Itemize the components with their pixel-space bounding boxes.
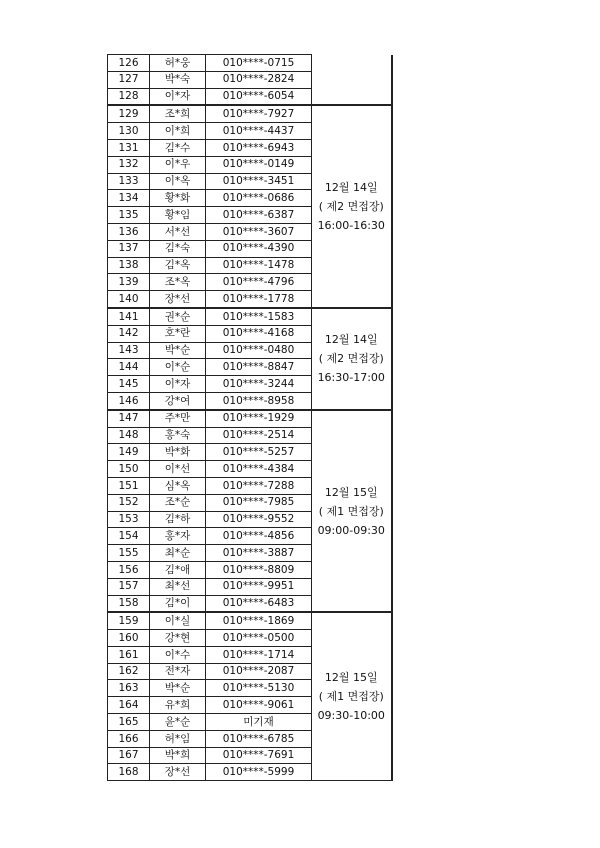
phone-number: 미기재 — [206, 714, 312, 731]
row-number: 141 — [108, 308, 150, 325]
table-row — [108, 308, 392, 325]
phone-number: 010****-4437 — [206, 123, 312, 140]
interview-schedule-cell — [312, 612, 392, 780]
interview-schedule-cell — [312, 410, 392, 613]
row-number: 162 — [108, 663, 150, 680]
phone-number: 010****-2087 — [206, 663, 312, 680]
applicant-name: 조*순 — [150, 494, 206, 511]
applicant-name: 전*자 — [150, 663, 206, 680]
row-number: 163 — [108, 680, 150, 697]
phone-number: 010****-2514 — [206, 427, 312, 444]
phone-number: 010****-9061 — [206, 697, 312, 714]
phone-number: 010****-7927 — [206, 105, 312, 122]
row-number: 149 — [108, 444, 150, 461]
applicant-name: 이*선 — [150, 461, 206, 478]
applicant-name: 홍*숙 — [150, 427, 206, 444]
phone-number: 010****-8958 — [206, 392, 312, 409]
schedule-room: ( 제2 면접장) — [318, 200, 384, 214]
table-row — [108, 105, 392, 122]
row-number: 151 — [108, 477, 150, 494]
applicant-name: 김*하 — [150, 511, 206, 528]
row-number: 145 — [108, 376, 150, 393]
phone-number: 010****-1929 — [206, 410, 312, 427]
applicant-name: 박*순 — [150, 342, 206, 359]
row-number: 140 — [108, 291, 150, 308]
phone-number: 010****-0149 — [206, 156, 312, 173]
applicant-name: 박*희 — [150, 747, 206, 764]
row-number: 153 — [108, 511, 150, 528]
row-number: 166 — [108, 730, 150, 747]
phone-number: 010****-0686 — [206, 190, 312, 207]
schedule-time: 09:00-09:30 — [317, 523, 385, 537]
applicant-name: 주*만 — [150, 410, 206, 427]
phone-number: 010****-4168 — [206, 325, 312, 342]
row-number: 161 — [108, 646, 150, 663]
applicant-name: 박*순 — [150, 680, 206, 697]
table-body — [108, 55, 392, 781]
row-number: 142 — [108, 325, 150, 342]
applicant-schedule-table — [107, 54, 393, 781]
applicant-name: 이*자 — [150, 88, 206, 105]
row-number: 132 — [108, 156, 150, 173]
row-number: 126 — [108, 55, 150, 72]
schedule-cell-empty — [312, 55, 392, 106]
applicant-name: 김*수 — [150, 139, 206, 156]
row-number: 133 — [108, 173, 150, 190]
applicant-name: 윤*순 — [150, 714, 206, 731]
applicant-name: 권*순 — [150, 308, 206, 325]
applicant-name: 김*이 — [150, 595, 206, 612]
applicant-name: 박*숙 — [150, 71, 206, 88]
schedule-room: ( 제2 면접장) — [318, 352, 384, 366]
row-number: 137 — [108, 240, 150, 257]
row-number: 155 — [108, 545, 150, 562]
phone-number: 010****-0480 — [206, 342, 312, 359]
phone-number: 010****-3451 — [206, 173, 312, 190]
row-number: 148 — [108, 427, 150, 444]
phone-number: 010****-6785 — [206, 730, 312, 747]
applicant-name: 유*희 — [150, 697, 206, 714]
applicant-name: 이*순 — [150, 359, 206, 376]
row-number: 160 — [108, 630, 150, 647]
applicant-name: 황*임 — [150, 207, 206, 224]
applicant-name: 이*우 — [150, 156, 206, 173]
interview-schedule-cell — [312, 105, 392, 308]
phone-number: 010****-4796 — [206, 274, 312, 291]
applicant-name: 이*수 — [150, 646, 206, 663]
phone-number: 010****-9951 — [206, 578, 312, 595]
schedule-room: ( 제1 면접장) — [318, 690, 384, 704]
phone-number: 010****-7985 — [206, 494, 312, 511]
phone-number: 010****-3244 — [206, 376, 312, 393]
row-number: 134 — [108, 190, 150, 207]
table-row — [108, 410, 392, 427]
applicant-name: 최*선 — [150, 578, 206, 595]
applicant-name: 김*숙 — [150, 240, 206, 257]
phone-number: 010****-8847 — [206, 359, 312, 376]
row-number: 129 — [108, 105, 150, 122]
phone-number: 010****-0500 — [206, 630, 312, 647]
row-number: 168 — [108, 764, 150, 781]
applicant-name: 장*선 — [150, 764, 206, 781]
table-row — [108, 612, 392, 629]
schedule-date: 12월 15일 — [324, 671, 378, 685]
phone-number: 010****-6943 — [206, 139, 312, 156]
applicant-name: 허*임 — [150, 730, 206, 747]
applicant-name: 이*옥 — [150, 173, 206, 190]
row-number: 135 — [108, 207, 150, 224]
schedule-time: 09:30-10:00 — [317, 709, 385, 723]
applicant-name: 황*화 — [150, 190, 206, 207]
applicant-name: 호*란 — [150, 325, 206, 342]
schedule-time: 16:00-16:30 — [317, 219, 385, 233]
phone-number: 010****-6387 — [206, 207, 312, 224]
table-row — [108, 55, 392, 72]
row-number: 127 — [108, 71, 150, 88]
row-number: 150 — [108, 461, 150, 478]
row-number: 157 — [108, 578, 150, 595]
row-number: 139 — [108, 274, 150, 291]
row-number: 128 — [108, 88, 150, 105]
row-number: 131 — [108, 139, 150, 156]
applicant-name: 김*애 — [150, 561, 206, 578]
row-number: 158 — [108, 595, 150, 612]
row-number: 156 — [108, 561, 150, 578]
applicant-name: 허*웅 — [150, 55, 206, 72]
schedule-date: 12월 14일 — [324, 181, 378, 195]
phone-number: 010****-1583 — [206, 308, 312, 325]
phone-number: 010****-4384 — [206, 461, 312, 478]
row-number: 159 — [108, 612, 150, 629]
phone-number: 010****-1869 — [206, 612, 312, 629]
phone-number: 010****-5257 — [206, 444, 312, 461]
applicant-name: 강*여 — [150, 392, 206, 409]
row-number: 154 — [108, 528, 150, 545]
row-number: 147 — [108, 410, 150, 427]
applicant-name: 이*희 — [150, 123, 206, 140]
phone-number: 010****-9552 — [206, 511, 312, 528]
applicant-name: 장*선 — [150, 291, 206, 308]
row-number: 165 — [108, 714, 150, 731]
phone-number: 010****-1714 — [206, 646, 312, 663]
phone-number: 010****-2824 — [206, 71, 312, 88]
applicant-name: 김*옥 — [150, 257, 206, 274]
phone-number: 010****-6054 — [206, 88, 312, 105]
applicant-name: 홍*자 — [150, 528, 206, 545]
applicant-name: 강*현 — [150, 630, 206, 647]
phone-number: 010****-3887 — [206, 545, 312, 562]
row-number: 152 — [108, 494, 150, 511]
phone-number: 010****-4856 — [206, 528, 312, 545]
schedule-date: 12월 14일 — [324, 333, 378, 347]
applicant-name: 최*순 — [150, 545, 206, 562]
row-number: 164 — [108, 697, 150, 714]
phone-number: 010****-6483 — [206, 595, 312, 612]
schedule-room: ( 제1 면접장) — [318, 504, 384, 518]
schedule-date: 12월 15일 — [324, 485, 378, 499]
interview-schedule-cell — [312, 308, 392, 410]
row-number: 146 — [108, 392, 150, 409]
phone-number: 010****-7691 — [206, 747, 312, 764]
applicant-name: 이*자 — [150, 376, 206, 393]
row-number: 130 — [108, 123, 150, 140]
phone-number: 010****-7288 — [206, 477, 312, 494]
applicant-name: 조*옥 — [150, 274, 206, 291]
phone-number: 010****-5130 — [206, 680, 312, 697]
applicant-name: 이*실 — [150, 612, 206, 629]
row-number: 167 — [108, 747, 150, 764]
applicant-name: 서*선 — [150, 223, 206, 240]
row-number: 136 — [108, 223, 150, 240]
phone-number: 010****-1778 — [206, 291, 312, 308]
phone-number: 010****-1478 — [206, 257, 312, 274]
row-number: 144 — [108, 359, 150, 376]
applicant-name: 심*옥 — [150, 477, 206, 494]
schedule-time: 16:30-17:00 — [317, 371, 385, 385]
row-number: 143 — [108, 342, 150, 359]
phone-number: 010****-8809 — [206, 561, 312, 578]
row-number: 138 — [108, 257, 150, 274]
applicant-name: 박*화 — [150, 444, 206, 461]
phone-number: 010****-3607 — [206, 223, 312, 240]
applicant-name: 조*희 — [150, 105, 206, 122]
phone-number: 010****-4390 — [206, 240, 312, 257]
phone-number: 010****-5999 — [206, 764, 312, 781]
phone-number: 010****-0715 — [206, 55, 312, 72]
